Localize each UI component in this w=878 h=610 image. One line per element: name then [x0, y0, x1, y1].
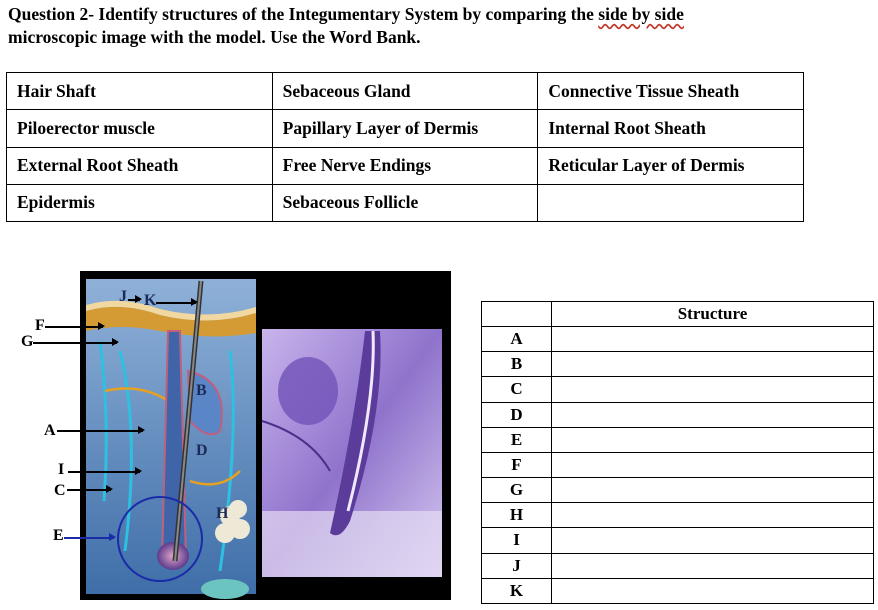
word-bank-cell: Reticular Layer of Dermis — [538, 147, 804, 184]
label-i: I — [58, 461, 65, 478]
word-bank-cell: Internal Root Sheath — [538, 110, 804, 147]
skin-figure — [80, 271, 451, 600]
label-j: J — [119, 288, 127, 305]
answer-letter: I — [482, 528, 552, 553]
answer-letter: A — [482, 327, 552, 352]
word-bank-cell: Piloerector muscle — [7, 110, 273, 147]
answer-letter: F — [482, 452, 552, 477]
answer-input-cell[interactable] — [552, 578, 874, 603]
answer-input-cell[interactable] — [552, 327, 874, 352]
answer-letter: D — [482, 402, 552, 427]
arrow-k — [156, 302, 196, 304]
label-k: K — [144, 292, 157, 309]
answer-input-cell[interactable] — [552, 427, 874, 452]
answer-letter: C — [482, 377, 552, 402]
answer-table — [481, 301, 874, 604]
label-a: A — [44, 422, 56, 439]
arrow-e — [64, 537, 114, 539]
word-bank-cell: Sebaceous Follicle — [272, 184, 538, 221]
answer-letter: G — [482, 478, 552, 503]
word-bank-cell: External Root Sheath — [7, 147, 273, 184]
word-bank-row — [7, 184, 804, 221]
answer-letter: J — [482, 553, 552, 578]
answer-input-cell[interactable] — [552, 478, 874, 503]
word-bank-row — [7, 147, 804, 184]
arrow-g — [33, 342, 117, 344]
answer-input-cell[interactable] — [552, 452, 874, 477]
answer-letter: H — [482, 503, 552, 528]
question-text: Question 2- Identify structures of the Integumentary System by comparing the side by side microscopic image with the model. Use the Word Bank. — [8, 4, 684, 47]
word-bank-cell: Connective Tissue Sheath — [538, 73, 804, 110]
answer-input-cell[interactable] — [552, 503, 874, 528]
arrow-i — [68, 471, 140, 473]
answer-input-cell[interactable] — [552, 352, 874, 377]
arrow-a — [57, 430, 143, 432]
answer-input-cell[interactable] — [552, 377, 874, 402]
label-d: D — [196, 442, 208, 459]
label-e: E — [53, 527, 64, 544]
micrograph-gland — [278, 357, 338, 425]
label-g: G — [21, 333, 34, 350]
answer-header-structure: Structure — [552, 302, 874, 327]
answer-letter: E — [482, 427, 552, 452]
answer-header-blank — [482, 302, 552, 327]
figure-illustration — [80, 271, 451, 600]
word-bank-row — [7, 110, 804, 147]
answer-letter: K — [482, 578, 552, 603]
word-bank-cell: Free Nerve Endings — [272, 147, 538, 184]
word-bank-cell: Epidermis — [7, 184, 273, 221]
word-bank-row — [7, 73, 804, 110]
word-bank-cell: Sebaceous Gland — [272, 73, 538, 110]
answer-input-cell[interactable] — [552, 402, 874, 427]
label-h: H — [216, 505, 229, 522]
word-bank-table — [6, 72, 804, 222]
arrow-j — [128, 299, 140, 301]
answer-input-cell[interactable] — [552, 528, 874, 553]
label-f: F — [35, 317, 45, 334]
word-bank-cell: Papillary Layer of Dermis — [272, 110, 538, 147]
answer-input-cell[interactable] — [552, 553, 874, 578]
answer-letter: B — [482, 352, 552, 377]
word-bank-cell: Hair Shaft — [7, 73, 273, 110]
label-b: B — [196, 382, 207, 399]
arrow-c — [67, 489, 111, 491]
word-bank-cell — [538, 184, 804, 221]
arrow-f — [45, 326, 103, 328]
label-c: C — [54, 482, 66, 499]
